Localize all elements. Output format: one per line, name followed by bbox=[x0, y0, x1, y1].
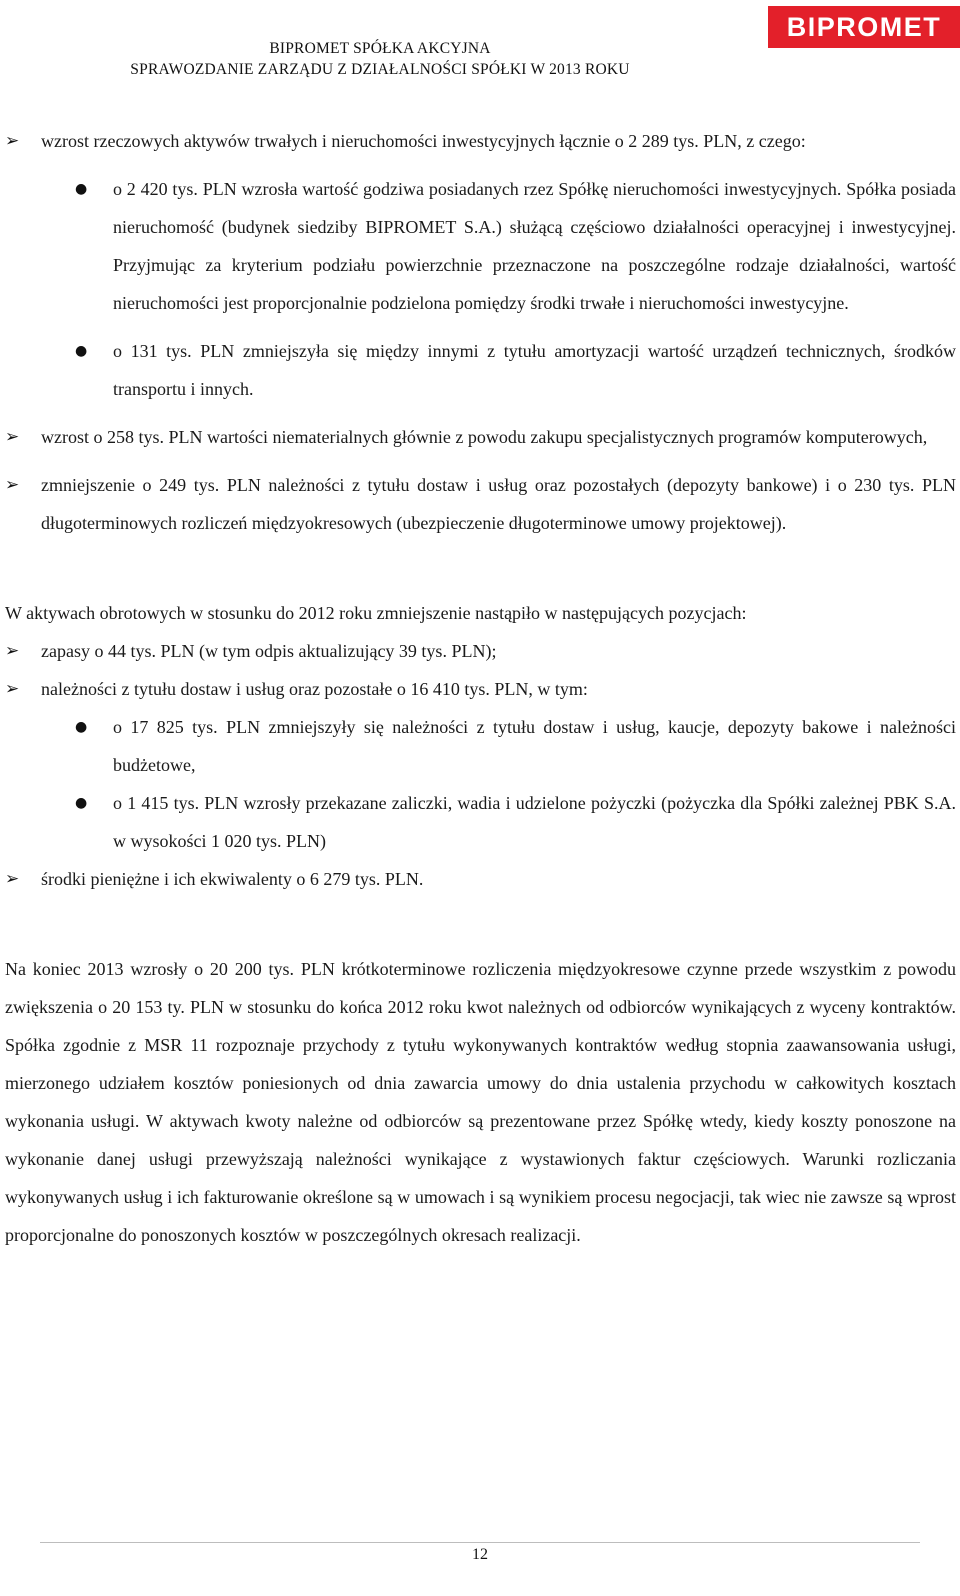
dot-bullet-icon: ● bbox=[75, 343, 88, 359]
sub-list-item-text: o 131 tys. PLN zmniejszyła się między innymi z tytułu amortyzacji wartość urządzeń technicznych, środków transportu i innych. bbox=[113, 341, 956, 399]
list-item bbox=[5, 860, 956, 898]
arrow-bullet-icon: ➢ bbox=[5, 475, 20, 495]
list-item-text: środki pieniężne i ich ekwiwalenty o 6 279 tys. PLN. bbox=[41, 869, 424, 889]
footer-divider bbox=[40, 1542, 920, 1543]
dot-bullet-icon: ● bbox=[75, 181, 88, 197]
arrow-bullet-icon: ➢ bbox=[5, 679, 20, 699]
sub-list-item bbox=[5, 708, 956, 784]
sub-list-item bbox=[5, 784, 956, 860]
arrow-bullet-icon: ➢ bbox=[5, 869, 20, 889]
sub-list-item-text: o 1 415 tys. PLN wzrosły przekazane zaliczki, wadia i udzielone pożyczki (pożyczka dla Spółki zależnej PBK S.A. w wysokości 1 020 tys. PLN) bbox=[113, 793, 956, 851]
list-item-text: zmniejszenie o 249 tys. PLN należności z tytułu dostaw i usług oraz pozostałych (depozyty bankowe) i o 230 tys. PLN długoterminowych rozliczeń międzyokresowych (ubezpieczenie długoterminowe umowy projektowej). bbox=[41, 475, 956, 533]
sub-list-item-text: o 2 420 tys. PLN wzrosła wartość godziwa posiadanych rzez Spółkę nieruchomości inwestycyjnych. Spółka posiada nieruchomość (budynek siedziby BIPROMET S.A.) służącą częściowo działalności operacyjnej i inwestycyjnej. Przyjmując za kryterium podziału powierzchnie przeznaczone na poszczególne rodzaje działalności, wartość nieruchomości jest proporcjonalnie podzielona pomiędzy środki trwałe i nieruchomości inwestycyjne. bbox=[113, 179, 956, 313]
sub-list-item-text: o 17 825 tys. PLN zmniejszyły się należności z tytułu dostaw i usług, kaucje, depozyty bakowe i należności budżetowe, bbox=[113, 717, 956, 775]
list-item bbox=[5, 670, 956, 708]
arrow-bullet-icon: ➢ bbox=[5, 641, 20, 661]
dot-bullet-icon: ● bbox=[75, 719, 88, 735]
sub-list-item bbox=[5, 332, 956, 408]
document-body bbox=[5, 122, 956, 1254]
dot-bullet-icon: ● bbox=[75, 795, 88, 811]
list-item-text: zapasy o 44 tys. PLN (w tym odpis aktualizujący 39 tys. PLN); bbox=[41, 641, 497, 661]
list-item bbox=[5, 466, 956, 542]
company-name: BIPROMET SPÓŁKA AKCYJNA bbox=[269, 40, 491, 57]
section-intro: W aktywach obrotowych w stosunku do 2012 roku zmniejszenie nastąpiło w następujących pozycjach: bbox=[5, 603, 747, 623]
bipromet-logo: BIPROMET bbox=[768, 6, 960, 48]
sub-list-item bbox=[5, 170, 956, 322]
list-item bbox=[5, 632, 956, 670]
list-item-text: wzrost o 258 tys. PLN wartości niematerialnych głównie z powodu zakupu specjalistycznych programów komputerowych, bbox=[41, 427, 928, 447]
arrow-bullet-icon: ➢ bbox=[5, 131, 20, 151]
list-item-text: należności z tytułu dostaw i usług oraz pozostałe o 16 410 tys. PLN, w tym: bbox=[41, 679, 588, 699]
page-number: 12 bbox=[472, 1546, 488, 1563]
list-item bbox=[5, 418, 956, 456]
arrow-bullet-icon: ➢ bbox=[5, 427, 20, 447]
body-paragraph: Na koniec 2013 wzrosły o 20 200 tys. PLN krótkoterminowe rozliczenia międzyokresowe czynne przede wszystkim z powodu zwiększenia o 20 153 ty. PLN w stosunku do końca 2012 roku kwot należnych od odbiorców wynikających z wyceny kontraktów. Spółka zgodnie z MSR 11 rozpoznaje przychody z tytułu wykonywanych kontraktów według stopnia zaawansowania usługi, mierzonego udziałem kosztów poniesionych od dnia zawarcia umowy do dnia ustalenia przychodu w całkowitych kosztach wykonania usługi. W aktywach kwoty należne od odbiorców są prezentowane przez Spółkę wtedy, kiedy koszty ponoszone na wykonanie danej usługi przewyższają należności wynikające z wystawionych faktur częściowych. Warunki rozliczania wykonywanych usług i ich fakturowanie określone są w umowach i są wynikiem procesu negocjacji, tak wiec nie zawsze są wprost proporcjonalne do ponoszonych kosztów w poszczególnych okresach realizacji. bbox=[5, 959, 956, 1245]
page-header bbox=[0, 0, 960, 90]
list-item-text: wzrost rzeczowych aktywów trwałych i nieruchomości inwestycyjnych łącznie o 2 289 tys. PLN, z czego: bbox=[41, 131, 806, 151]
list-item bbox=[5, 122, 956, 160]
report-title: SPRAWOZDANIE ZARZĄDU Z DZIAŁALNOŚCI SPÓŁKI W 2013 ROKU bbox=[130, 61, 630, 78]
